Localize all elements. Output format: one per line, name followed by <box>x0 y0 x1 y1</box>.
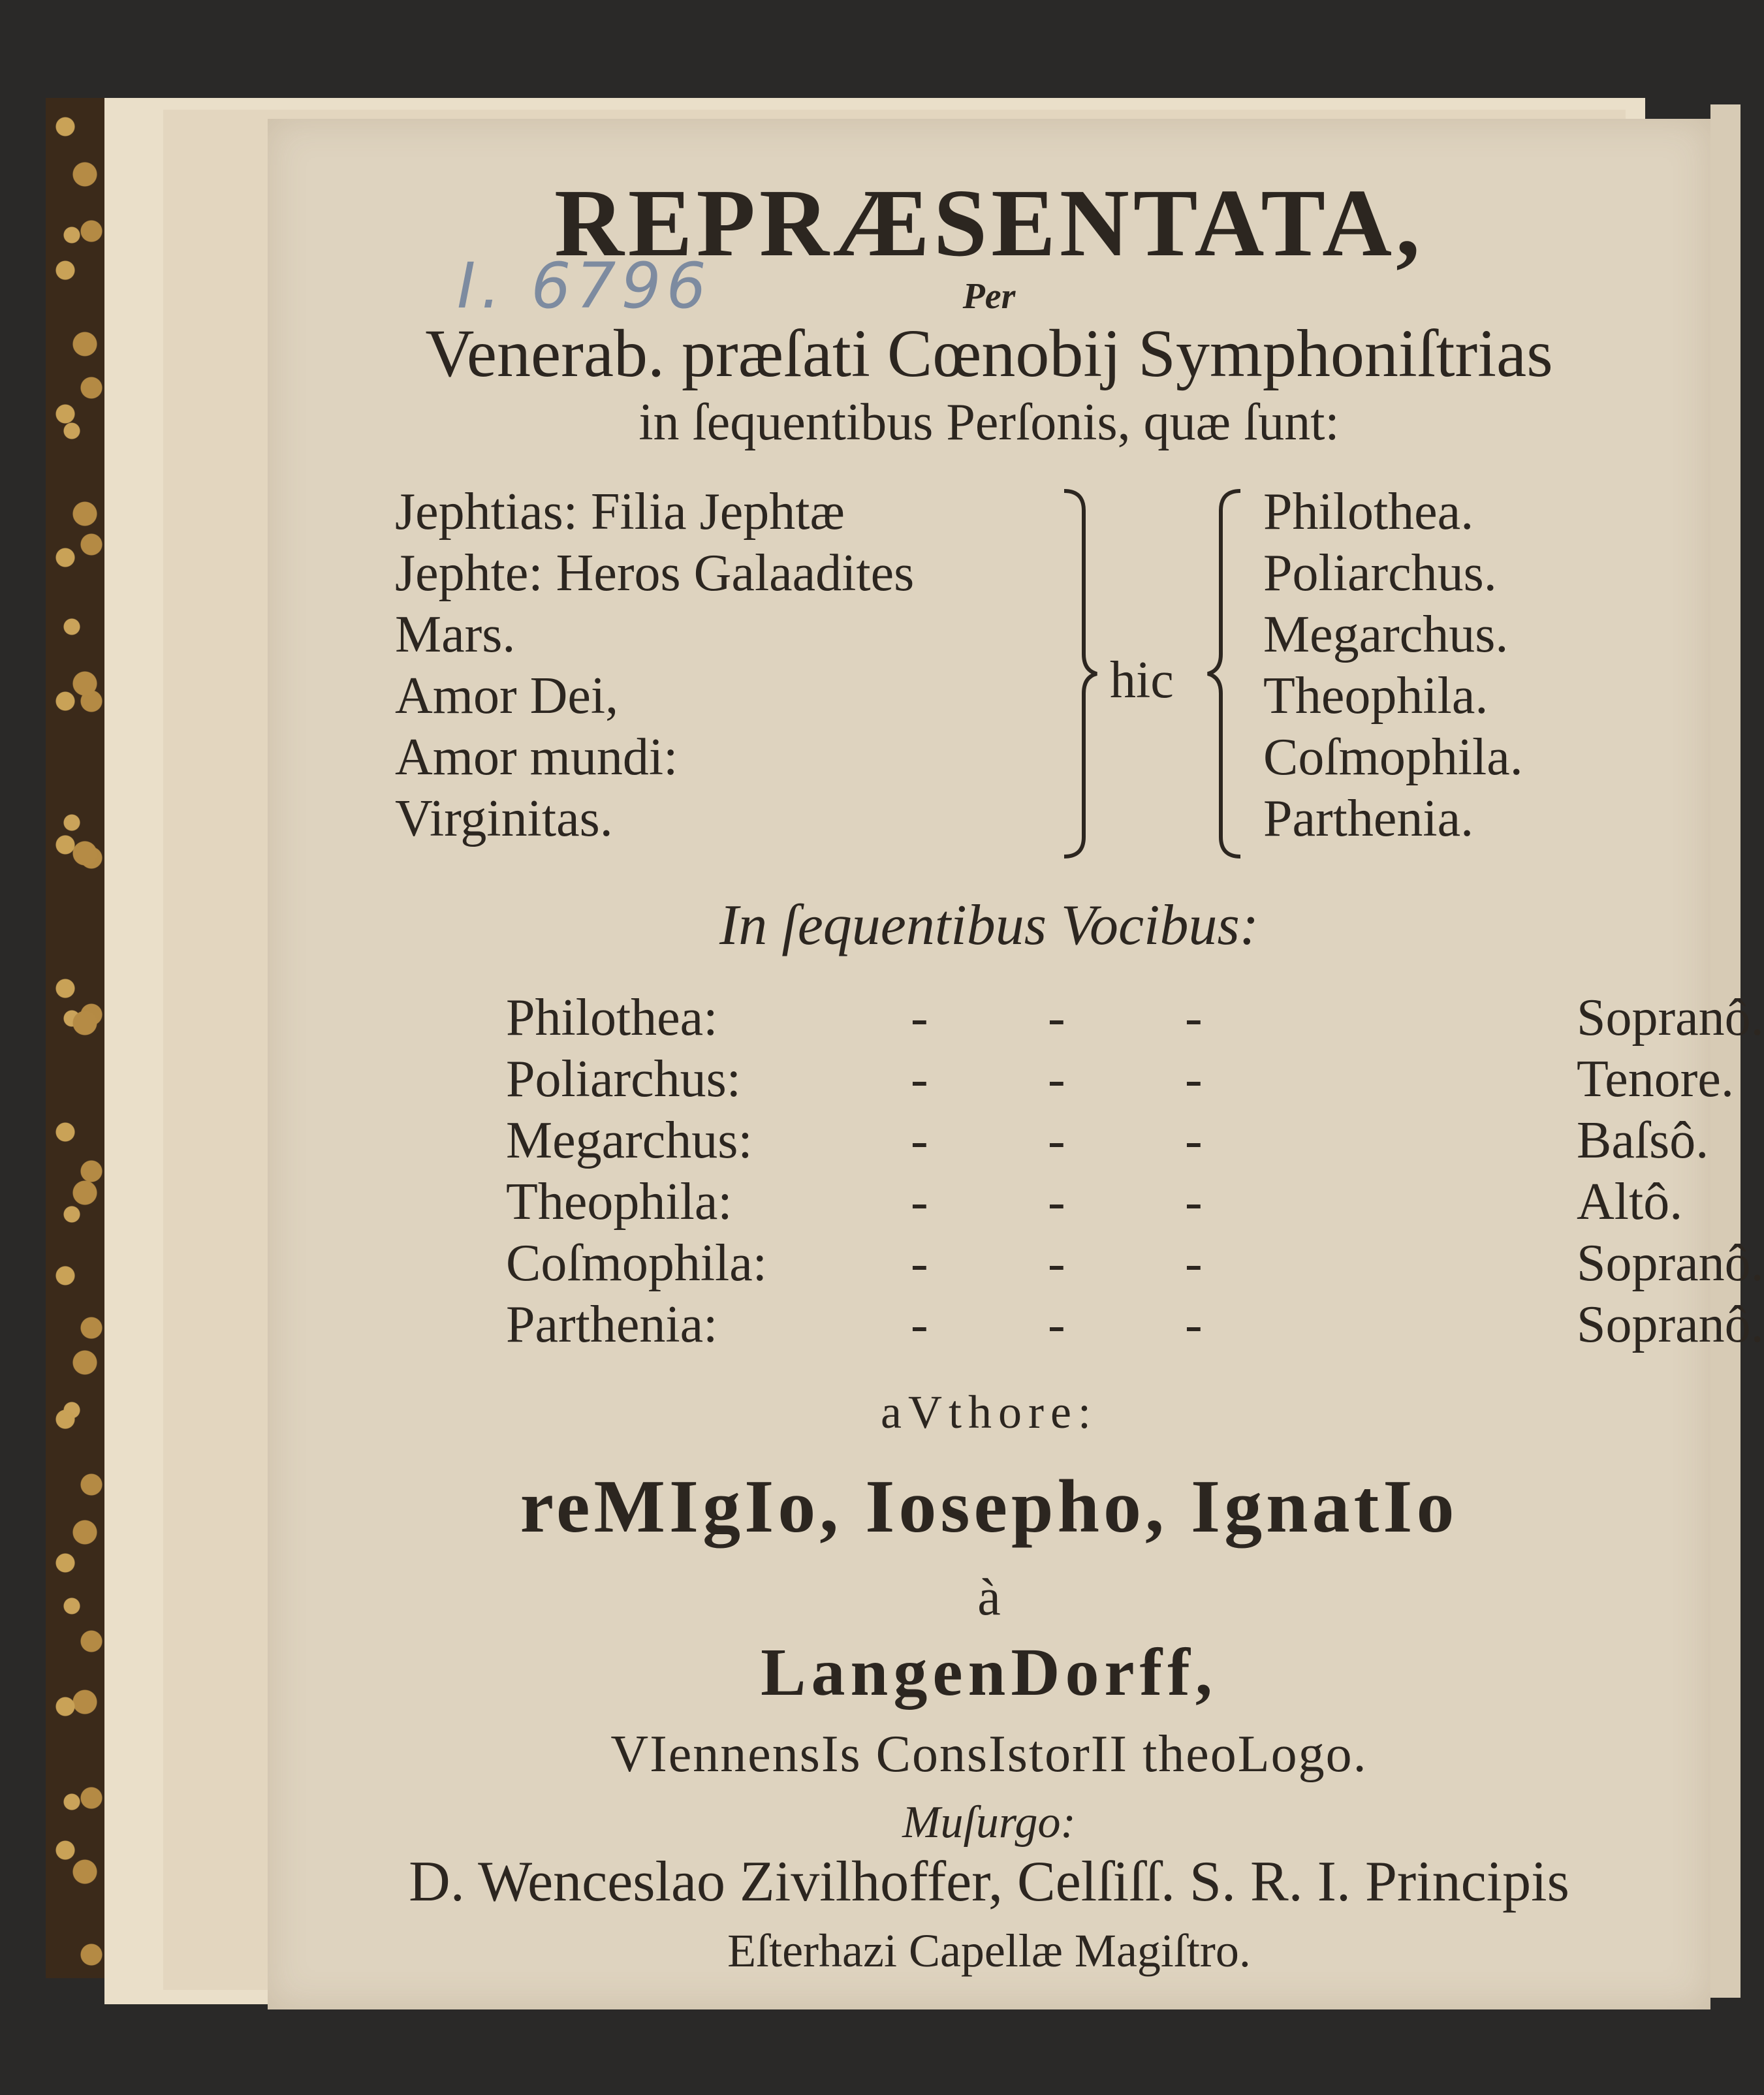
author-a: à <box>977 1569 1001 1626</box>
cast-left-item: Amor mundi: <box>395 729 678 786</box>
subtitle-line-2: in ſequentibus Perſonis, quæ ſunt: <box>638 394 1340 451</box>
voice-type: Baſsô. <box>1577 1112 1709 1169</box>
cast-right-item: Megarchus. <box>1263 606 1509 663</box>
per-line: Per <box>962 276 1016 317</box>
voice-type: Sopranô. <box>1577 1296 1764 1353</box>
voice-row <box>506 1171 1683 1233</box>
dash: - <box>911 1235 928 1292</box>
book-spine <box>46 98 111 1978</box>
dash: - <box>1185 1296 1203 1353</box>
dash: - <box>1048 1296 1065 1353</box>
voice-character: Philothea: <box>506 989 718 1047</box>
voices-heading: In ſequentibus Vocibus: <box>719 894 1259 957</box>
dash: - <box>1185 1050 1203 1108</box>
voice-character: Parthenia: <box>506 1296 718 1353</box>
voice-row <box>506 1048 1734 1110</box>
right-brace-icon <box>1058 491 1097 857</box>
voice-type: Sopranô. <box>1577 989 1764 1047</box>
cast-right-item: Coſmophila. <box>1263 729 1523 786</box>
dash: - <box>1185 989 1203 1047</box>
dash: - <box>1185 1112 1203 1169</box>
voice-type: Tenore. <box>1577 1050 1734 1108</box>
cast-left-item: Jephtias: Filia Jephtæ <box>395 483 845 541</box>
dash: - <box>1185 1235 1203 1292</box>
cast-left-item: Mars. <box>395 606 516 663</box>
voice-row <box>506 1294 1764 1355</box>
dash: - <box>1048 1050 1065 1108</box>
voice-type: Altô. <box>1577 1173 1683 1231</box>
dash: - <box>911 989 928 1047</box>
cast-left-list <box>395 481 914 849</box>
cast-right-item: Poliarchus. <box>1263 544 1497 602</box>
cast-right-list <box>1263 481 1523 849</box>
author-title: VIennensIs ConsIstorII theoLogo. <box>610 1725 1368 1783</box>
voice-character: Megarchus: <box>506 1112 753 1169</box>
handwritten-shelfmark: I. 6796 <box>457 249 712 323</box>
author-label: aVthore: <box>881 1386 1097 1438</box>
voice-character: Coſmophila: <box>506 1235 767 1292</box>
musurgo-label: Muſurgo: <box>902 1797 1076 1848</box>
dash: - <box>911 1112 928 1169</box>
voices-list <box>506 987 1764 1355</box>
hic-label: hic <box>1110 652 1174 709</box>
esterhazi-line: Eſterhazi Capellæ Magiſtro. <box>727 1925 1251 1977</box>
voice-character: Poliarchus: <box>506 1050 741 1108</box>
cast-left-item: Virginitas. <box>395 790 613 847</box>
dash: - <box>1048 1173 1065 1231</box>
dash: - <box>1048 989 1065 1047</box>
cast-right-item: Theophila. <box>1263 667 1488 725</box>
left-brace-icon <box>1208 491 1247 857</box>
voice-row <box>506 987 1764 1048</box>
title-page <box>268 119 1764 2009</box>
dash: - <box>911 1173 928 1231</box>
voice-row <box>506 1233 1764 1294</box>
printer-line: D. Wenceslao Zivilhoffer, Celſiſſ. S. R. I. Principis <box>409 1850 1569 1914</box>
voice-character: Theophila: <box>506 1173 732 1231</box>
page-title: REPRÆSENTATA, <box>554 170 1425 277</box>
cast-left-item: Jephte: Heros Galaadites <box>395 544 915 602</box>
dash: - <box>1048 1112 1065 1169</box>
author-place: LangenDorff, <box>761 1635 1218 1710</box>
voice-type: Sopranô. <box>1577 1235 1764 1292</box>
cast-left-item: Amor Dei, <box>395 667 619 725</box>
voice-row <box>506 1110 1709 1171</box>
dash: - <box>1048 1235 1065 1292</box>
dash: - <box>911 1296 928 1353</box>
dash: - <box>1185 1173 1203 1231</box>
cast-right-item: Parthenia. <box>1263 790 1474 847</box>
dash: - <box>911 1050 928 1108</box>
subtitle-line-1: Venerab. præſati Cœnobij Symphoniſtrias <box>425 316 1553 391</box>
cast-right-item: Philothea. <box>1263 483 1474 541</box>
author-name: reMIgIo, Iosepho, IgnatIo <box>520 1465 1458 1549</box>
